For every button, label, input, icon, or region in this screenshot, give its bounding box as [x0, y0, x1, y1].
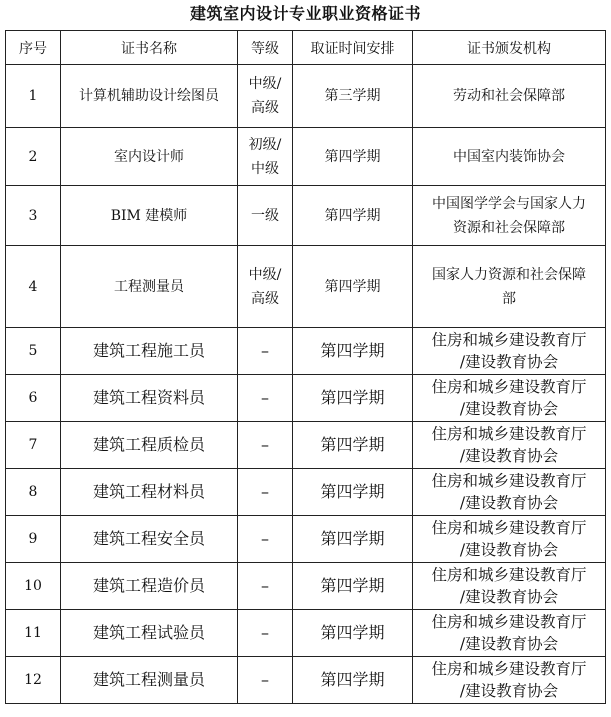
cell-level: 中级/ 高级: [238, 65, 293, 128]
cell-level: –: [238, 516, 293, 563]
cell-cert-name: 建筑工程安全员: [61, 516, 238, 563]
cell-cert-name: 计算机辅助设计绘图员: [61, 65, 238, 128]
cell-issuer: 劳动和社会保障部: [413, 65, 606, 128]
cell-issuer: 住房和城乡建设教育厅 /建设教育协会: [413, 375, 606, 422]
cell-issuer: 住房和城乡建设教育厅 /建设教育协会: [413, 563, 606, 610]
cell-cert-name: 建筑工程资料员: [61, 375, 238, 422]
cell-time: 第四学期: [293, 186, 413, 246]
cell-issuer: 国家人力资源和社会保障 部: [413, 246, 606, 328]
table-row: [6, 328, 606, 375]
cell-issuer: 住房和城乡建设教育厅 /建设教育协会: [413, 657, 606, 704]
cell-issuer: 住房和城乡建设教育厅 /建设教育协会: [413, 469, 606, 516]
cell-level: 一级: [238, 186, 293, 246]
header-issuer: 证书颁发机构: [413, 31, 606, 65]
header-serial: 序号: [6, 31, 61, 65]
table-row: [6, 422, 606, 469]
cell-time: 第四学期: [293, 516, 413, 563]
cell-serial: 11: [6, 610, 61, 657]
cell-time: 第四学期: [293, 657, 413, 704]
cell-serial: 7: [6, 422, 61, 469]
document-title: 建筑室内设计专业职业资格证书: [189, 4, 421, 23]
cell-issuer: 住房和城乡建设教育厅 /建设教育协会: [413, 610, 606, 657]
cell-serial: 12: [6, 657, 61, 704]
cell-serial: 2: [6, 128, 61, 186]
table-row: [6, 128, 606, 186]
cell-serial: 8: [6, 469, 61, 516]
cell-level: –: [238, 328, 293, 375]
table-row: [6, 186, 606, 246]
table-row: [6, 563, 606, 610]
cell-serial: 1: [6, 65, 61, 128]
cell-time: 第四学期: [293, 128, 413, 186]
table-row: [6, 657, 606, 704]
cell-cert-name: 建筑工程质检员: [61, 422, 238, 469]
cell-time: 第四学期: [293, 610, 413, 657]
cell-serial: 3: [6, 186, 61, 246]
cell-time: 第四学期: [293, 422, 413, 469]
cell-level: 初级/ 中级: [238, 128, 293, 186]
cell-serial: 5: [6, 328, 61, 375]
table-row: [6, 469, 606, 516]
cell-cert-name: BIM 建模师: [61, 186, 238, 246]
table-row: [6, 65, 606, 128]
cell-time: 第四学期: [293, 469, 413, 516]
cell-level: –: [238, 563, 293, 610]
cell-time: 第四学期: [293, 246, 413, 328]
cell-time: 第四学期: [293, 375, 413, 422]
cell-level: –: [238, 469, 293, 516]
cell-cert-name: 建筑工程测量员: [61, 657, 238, 704]
cell-issuer: 住房和城乡建设教育厅 /建设教育协会: [413, 328, 606, 375]
cell-level: –: [238, 657, 293, 704]
cell-issuer: 中国图学学会与国家人力 资源和社会保障部: [413, 186, 606, 246]
header-level: 等级: [238, 31, 293, 65]
cell-time: 第四学期: [293, 328, 413, 375]
table-row: [6, 375, 606, 422]
cell-level: –: [238, 375, 293, 422]
cell-cert-name: 工程测量员: [61, 246, 238, 328]
cell-issuer: 住房和城乡建设教育厅 /建设教育协会: [413, 516, 606, 563]
cell-issuer: 住房和城乡建设教育厅 /建设教育协会: [413, 422, 606, 469]
cell-level: 中级/ 高级: [238, 246, 293, 328]
cell-time: 第三学期: [293, 65, 413, 128]
cell-cert-name: 建筑工程造价员: [61, 563, 238, 610]
cell-cert-name: 建筑工程施工员: [61, 328, 238, 375]
cell-time: 第四学期: [293, 563, 413, 610]
table-row: [6, 610, 606, 657]
cell-level: –: [238, 610, 293, 657]
cell-cert-name: 室内设计师: [61, 128, 238, 186]
table-row: [6, 516, 606, 563]
cell-level: –: [238, 422, 293, 469]
cell-serial: 10: [6, 563, 61, 610]
certificate-table: [5, 30, 606, 704]
cell-serial: 6: [6, 375, 61, 422]
cell-issuer: 中国室内装饰协会: [413, 128, 606, 186]
cell-serial: 4: [6, 246, 61, 328]
cell-cert-name: 建筑工程材料员: [61, 469, 238, 516]
header-time: 取证时间安排: [293, 31, 413, 65]
table-row: [6, 246, 606, 328]
header-cert-name: 证书名称: [61, 31, 238, 65]
cell-serial: 9: [6, 516, 61, 563]
cell-cert-name: 建筑工程试验员: [61, 610, 238, 657]
table-header-row: [6, 31, 606, 65]
